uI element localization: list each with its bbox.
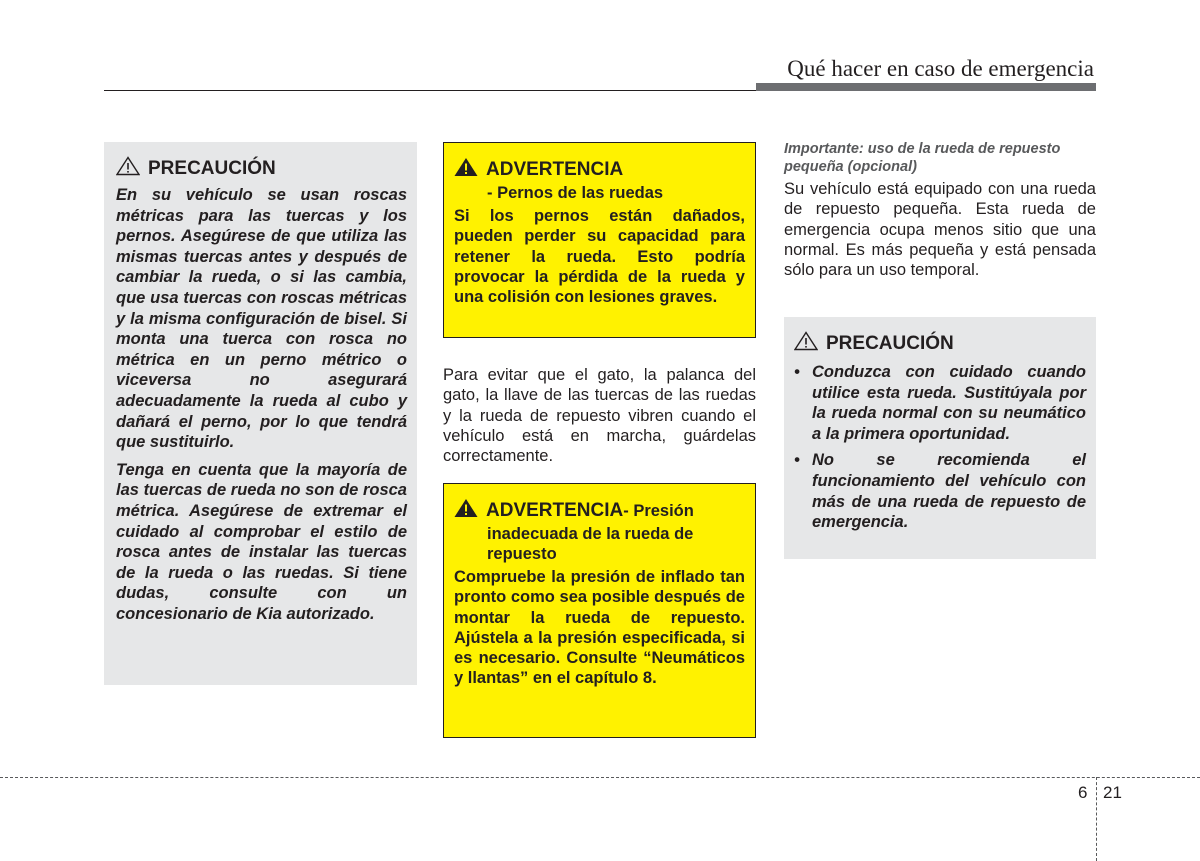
caution-paragraph: En su vehículo se usan roscas métricas para las tuercas y los pernos. Asegúrese de que utiliza las mismas tuercas antes y después de cambiar la rueda, o si las cambia, que usa tuercas con roscas métricas y la misma configuración de bisel. Si monta una tuerca con rosca no métrica en un perno métrico o viceversa no asegurará adecuadamente la rueda al cubo y dañará el perno, por lo que tendrá que sustituirlo.	[116, 186, 407, 452]
caution-paragraph: Tenga en cuenta que la mayoría de las tuercas de rueda no son de rosca métrica. Asegúrese de extremar el cuidado al comprobar el estilo de rosca antes de instalar las tuercas de la rueda o las ruedas. Si tiene dudas, consulte con un concesionario de Kia autorizado.	[116, 460, 407, 623]
caution-title-row	[794, 331, 1086, 357]
warning-triangle-icon	[454, 498, 478, 524]
header-rule	[104, 90, 756, 91]
caution-triangle-icon	[116, 156, 140, 182]
page-header-title: Qué hacer en caso de emergencia	[787, 56, 1094, 81]
caution-box-metric-threads	[104, 142, 417, 685]
warning-title: ADVERTENCIA	[486, 500, 624, 521]
warning-title-row	[454, 157, 745, 183]
footer-vertical-divider	[1096, 777, 1097, 861]
warning-title-row	[454, 498, 745, 524]
bullet-marker: •	[794, 451, 800, 470]
list-item-text: Conduzca con cuidado cuando utilice esta rueda. Sustitúyala por la rueda normal con su neumático a la primera oportunidad.	[812, 363, 1086, 443]
warning-box-spare-pressure	[443, 483, 756, 738]
warning-title: ADVERTENCIA	[486, 159, 624, 180]
warning-title-suffix: - Presión	[623, 501, 694, 520]
warning-subtitle: - Pernos de las ruedas	[487, 184, 664, 202]
jack-storage-paragraph: Para evitar que el gato, la palanca del gato, la llave de las tuercas de las ruedas y la rueda de repuesto vibren cuando el vehículo está en marcha, guárdelas correctamente.	[443, 366, 756, 466]
caution-title: PRECAUCIÓN	[148, 158, 276, 179]
footer-divider	[0, 777, 1200, 778]
compact-spare-paragraph: Su vehículo está equipado con una rueda de repuesto pequeña. Esta rueda de emergencia ocupa menos sitio que una normal. Es más pequeña y está pensada sólo para un uso temporal.	[784, 180, 1096, 280]
caution-bullet-list	[794, 362, 1086, 533]
caution-title-row	[116, 156, 407, 182]
warning-body: Si los pernos están dañados, pueden perder su capacidad para retener la rueda. Esto podría provocar la pérdida de la rueda y una colisión con lesiones graves.	[454, 207, 745, 307]
warning-box-wheel-bolts	[443, 142, 756, 338]
caution-box-spare-tire	[784, 317, 1096, 559]
list-item	[794, 362, 1086, 444]
list-item	[794, 450, 1086, 532]
header-bar	[756, 83, 1096, 91]
page-number: 21	[1103, 783, 1122, 802]
chapter-number: 6	[1078, 783, 1088, 802]
section-heading: Importante: uso de la rueda de repuesto pequeña (opcional)	[784, 141, 1061, 175]
caution-triangle-icon	[794, 331, 818, 357]
warning-triangle-icon	[454, 157, 478, 183]
warning-body: Compruebe la presión de inflado tan pronto como sea posible después de montar la rueda de repuesto. Ajústela a la presión especificada, si es necesario. Consulte “Neumáticos y llantas” en el capítulo 8.	[454, 568, 745, 688]
warning-subtitle: inadecuada de la rueda de repuesto	[487, 525, 694, 563]
caution-title: PRECAUCIÓN	[826, 333, 954, 354]
list-item-text: No se recomienda el funcionamiento del vehículo con más de una rueda de repuesto de emergencia.	[812, 451, 1086, 532]
caution-body	[116, 185, 407, 624]
bullet-marker: •	[794, 363, 800, 381]
